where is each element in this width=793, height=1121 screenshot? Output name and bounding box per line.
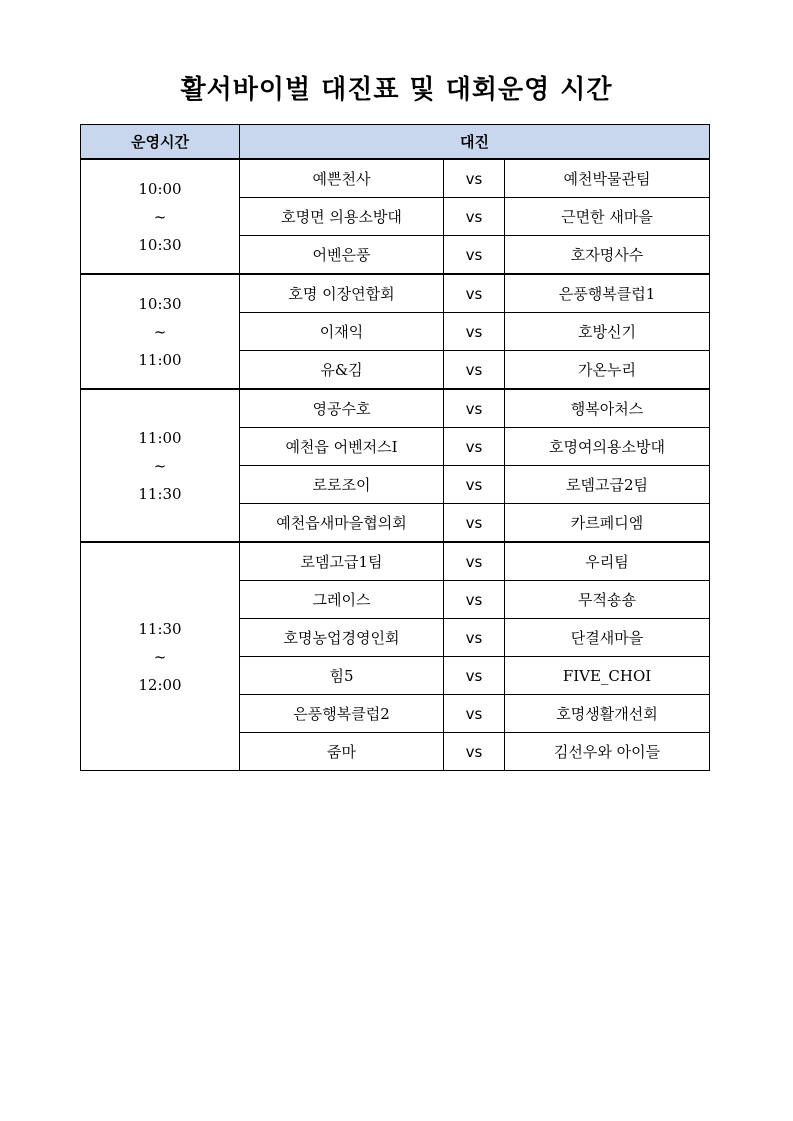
team-b: FIVE_CHOI bbox=[505, 657, 710, 695]
team-a: 줌마 bbox=[240, 733, 444, 771]
team-b: 예천박물관팀 bbox=[505, 159, 710, 198]
team-b: 호자명사수 bbox=[505, 236, 710, 275]
vs-label: vs bbox=[444, 542, 505, 581]
vs-label: vs bbox=[444, 274, 505, 313]
team-b: 카르페디엠 bbox=[505, 504, 710, 543]
time-end: 10:30 bbox=[138, 235, 182, 254]
time-end: 12:00 bbox=[138, 675, 182, 694]
time-separator: ~ bbox=[153, 322, 167, 341]
vs-label: vs bbox=[444, 733, 505, 771]
time-start: 11:30 bbox=[138, 619, 182, 638]
team-b: 은풍행복클럽1 bbox=[505, 274, 710, 313]
time-slot-cell bbox=[81, 274, 240, 389]
team-b: 호방신기 bbox=[505, 313, 710, 351]
vs-label: vs bbox=[444, 695, 505, 733]
team-b: 근면한 새마을 bbox=[505, 198, 710, 236]
time-group bbox=[81, 542, 710, 771]
team-a: 로로조이 bbox=[240, 466, 444, 504]
team-b: 단결새마을 bbox=[505, 619, 710, 657]
team-a: 은풍행복클럽2 bbox=[240, 695, 444, 733]
vs-label: vs bbox=[444, 581, 505, 619]
time-slot-cell bbox=[81, 542, 240, 771]
vs-label: vs bbox=[444, 159, 505, 198]
team-b: 김선우와 아이들 bbox=[505, 733, 710, 771]
time-group bbox=[81, 389, 710, 542]
team-a: 호명 이장연합회 bbox=[240, 274, 444, 313]
header-match: 대진 bbox=[240, 125, 710, 160]
header-time: 운영시간 bbox=[81, 125, 240, 160]
table-row bbox=[81, 389, 710, 428]
table-row bbox=[81, 159, 710, 198]
vs-label: vs bbox=[444, 236, 505, 275]
team-b: 호명생활개선회 bbox=[505, 695, 710, 733]
team-a: 힘5 bbox=[240, 657, 444, 695]
match-schedule-table bbox=[80, 124, 710, 771]
time-slot-cell bbox=[81, 159, 240, 274]
team-a: 이재익 bbox=[240, 313, 444, 351]
team-a: 로뎀고급1팀 bbox=[240, 542, 444, 581]
team-a: 호명농업경영인회 bbox=[240, 619, 444, 657]
team-a: 그레이스 bbox=[240, 581, 444, 619]
team-a: 유&김 bbox=[240, 351, 444, 390]
team-b: 호명여의용소방대 bbox=[505, 428, 710, 466]
team-a: 어벤은풍 bbox=[240, 236, 444, 275]
time-end: 11:00 bbox=[138, 350, 182, 369]
team-a: 예천읍 어벤저스Ⅰ bbox=[240, 428, 444, 466]
time-start: 10:30 bbox=[138, 294, 182, 313]
time-separator: ~ bbox=[153, 456, 167, 475]
vs-label: vs bbox=[444, 198, 505, 236]
team-a: 호명면 의용소방대 bbox=[240, 198, 444, 236]
team-b: 로뎀고급2팀 bbox=[505, 466, 710, 504]
time-separator: ~ bbox=[153, 207, 167, 226]
vs-label: vs bbox=[444, 428, 505, 466]
table-row bbox=[81, 274, 710, 313]
time-separator: ~ bbox=[153, 647, 167, 666]
time-slot-cell bbox=[81, 389, 240, 542]
team-b: 행복아처스 bbox=[505, 389, 710, 428]
time-start: 10:00 bbox=[138, 179, 182, 198]
time-start: 11:00 bbox=[138, 428, 182, 447]
team-a: 예쁜천사 bbox=[240, 159, 444, 198]
time-group bbox=[81, 274, 710, 389]
vs-label: vs bbox=[444, 619, 505, 657]
vs-label: vs bbox=[444, 466, 505, 504]
vs-label: vs bbox=[444, 351, 505, 390]
time-group bbox=[81, 159, 710, 274]
table-row bbox=[81, 542, 710, 581]
vs-label: vs bbox=[444, 313, 505, 351]
header-row bbox=[81, 125, 710, 160]
team-a: 영공수호 bbox=[240, 389, 444, 428]
page-title: 활서바이벌 대진표 및 대회운영 시간 bbox=[180, 75, 613, 105]
team-b: 가온누리 bbox=[505, 351, 710, 390]
vs-label: vs bbox=[444, 504, 505, 543]
team-a: 예천읍새마을협의회 bbox=[240, 504, 444, 543]
team-b: 우리팀 bbox=[505, 542, 710, 581]
vs-label: vs bbox=[444, 389, 505, 428]
team-b: 무적숑숑 bbox=[505, 581, 710, 619]
time-end: 11:30 bbox=[138, 484, 182, 503]
vs-label: vs bbox=[444, 657, 505, 695]
